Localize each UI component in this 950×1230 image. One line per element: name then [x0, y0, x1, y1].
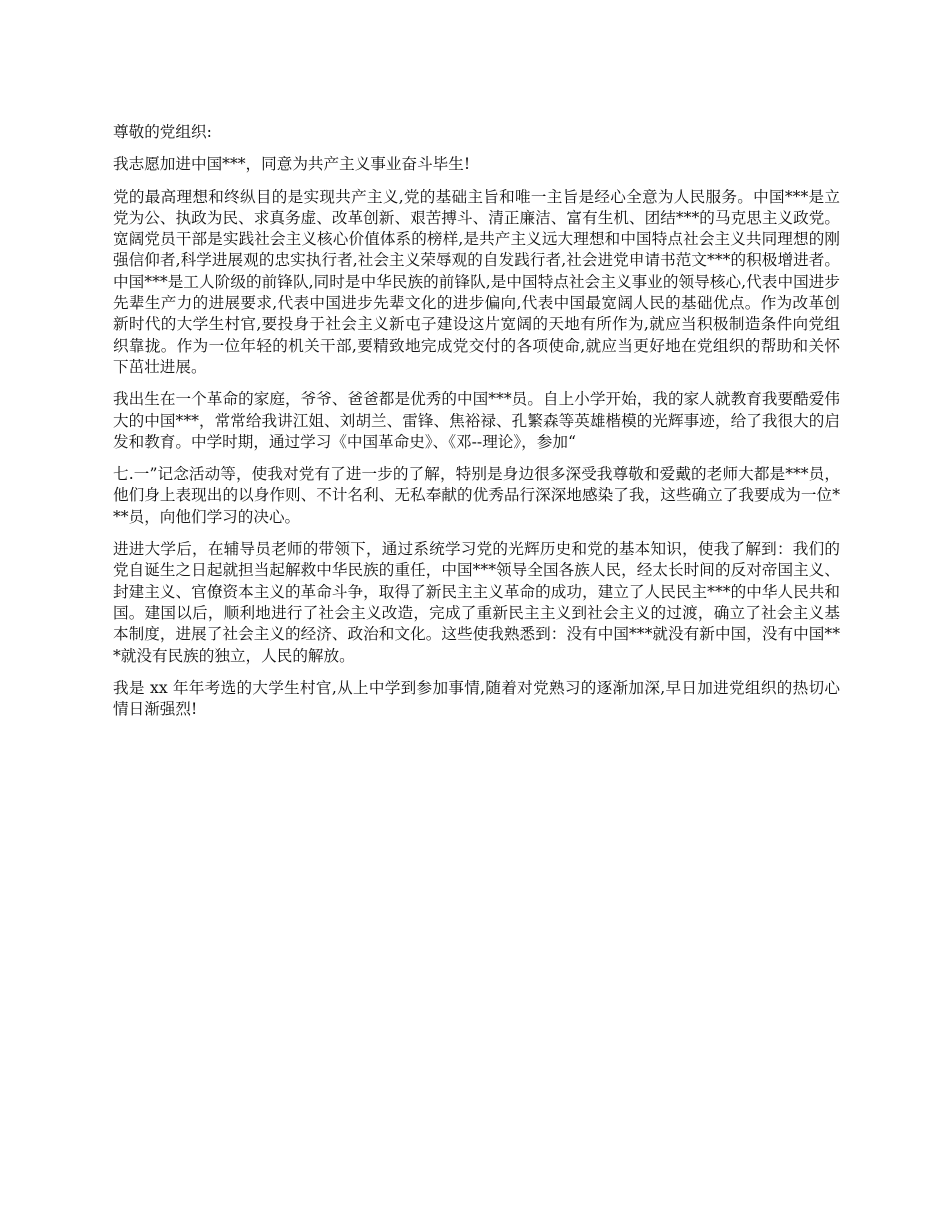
paragraph-pledge: 我志愿加进中国***，同意为共产主义事业奋斗毕生! — [113, 155, 471, 174]
paragraph-teachers-influence: 七.一”记念活动等，使我对党有了进一步的了解，特别是身边很多深受我尊敬和爱戴的老师大都是***员，他们身上表现出的以身作则、不计名利、无私奉献的优秀品行深深地感染了我，这些确立了我要成为一位***员，向他们学习的决心。 — [113, 465, 840, 526]
paragraph-closing: 我是 xx 年年考选的大学生村官,从上中学到参加事情,随着对党熟习的逐渐加深,早日加进党组织的热切心情日渐强烈! — [113, 678, 840, 719]
salutation: 尊敬的党组织: — [113, 123, 212, 141]
paragraph-university-study: 进进大学后，在辅导员老师的带领下，通过系统学习党的光辉历史和党的基本知识，使我了解到：我们的党自诞生之日起就担当起解救中华民族的重任，中国***领导全国各族人民，经太长时间的反对帝国主义、封建主义、官僚资本主义的革命斗争，取得了新民主主义革命的成功，建立了人民民主***的中华人民共和国。建国以后，顺利地进行了社会主义改造，完成了重新民主主义到社会主义的过渡，确立了社会主义基本制度，进展了社会主义的经济、政治和文化。这些使我熟悉到：没有中国***就没有新中国，没有中国***就没有民族的独立，人民的解放。 — [113, 540, 840, 665]
paragraph-party-ideals: 党的最高理想和终纵目的是实现共产主义,党的基础主旨和唯一主旨是经心全意为人民服务。中国***是立党为公、执政为民、求真务虚、改革创新、艰苦搏斗、清正廉洁、富有生机、团结***的马克思主义政党。宽阔党员干部是实践社会主义核心价值体系的榜样,是共产主义远大理想和中国特点社会主义共同理想的刚强信仰者,科学进展观的忠实执行者,社会主义荣辱观的自发践行者,社会进党申请书范文***的积极增进者。中国***是工人阶级的前锋队,同时是中华民族的前锋队,是中国特点社会主义事业的领导核心,代表中国进步先辈生产力的进展要求,代表中国进步先辈文化的进步偏向,代表中国最宽阔人民的基础优点。作为改革创新时代的大学生村官,要投身于社会主义新屯子建设这片宽阔的天地有所作为,就应当积极制造条件向党组织靠拢。作为一位年轻的机关干部,要精致地完成党交付的各项使命,就应当更好地在党组织的帮助和关怀下茁壮进展。 — [113, 187, 840, 376]
document-body — [113, 122, 840, 731]
paragraph-family-background: 我出生在一个革命的家庭，爷爷、爸爸都是优秀的中国***员。自上小学开始，我的家人就教育我要酷爱伟大的中国***，常常给我讲江姐、刘胡兰、雷锋、焦裕禄、孔繁森等英雄楷模的光辉事迹，给了我很大的启发和教育。中学时期，通过学习《中国革命史》、《邓--理论》，参加“ — [113, 390, 840, 451]
